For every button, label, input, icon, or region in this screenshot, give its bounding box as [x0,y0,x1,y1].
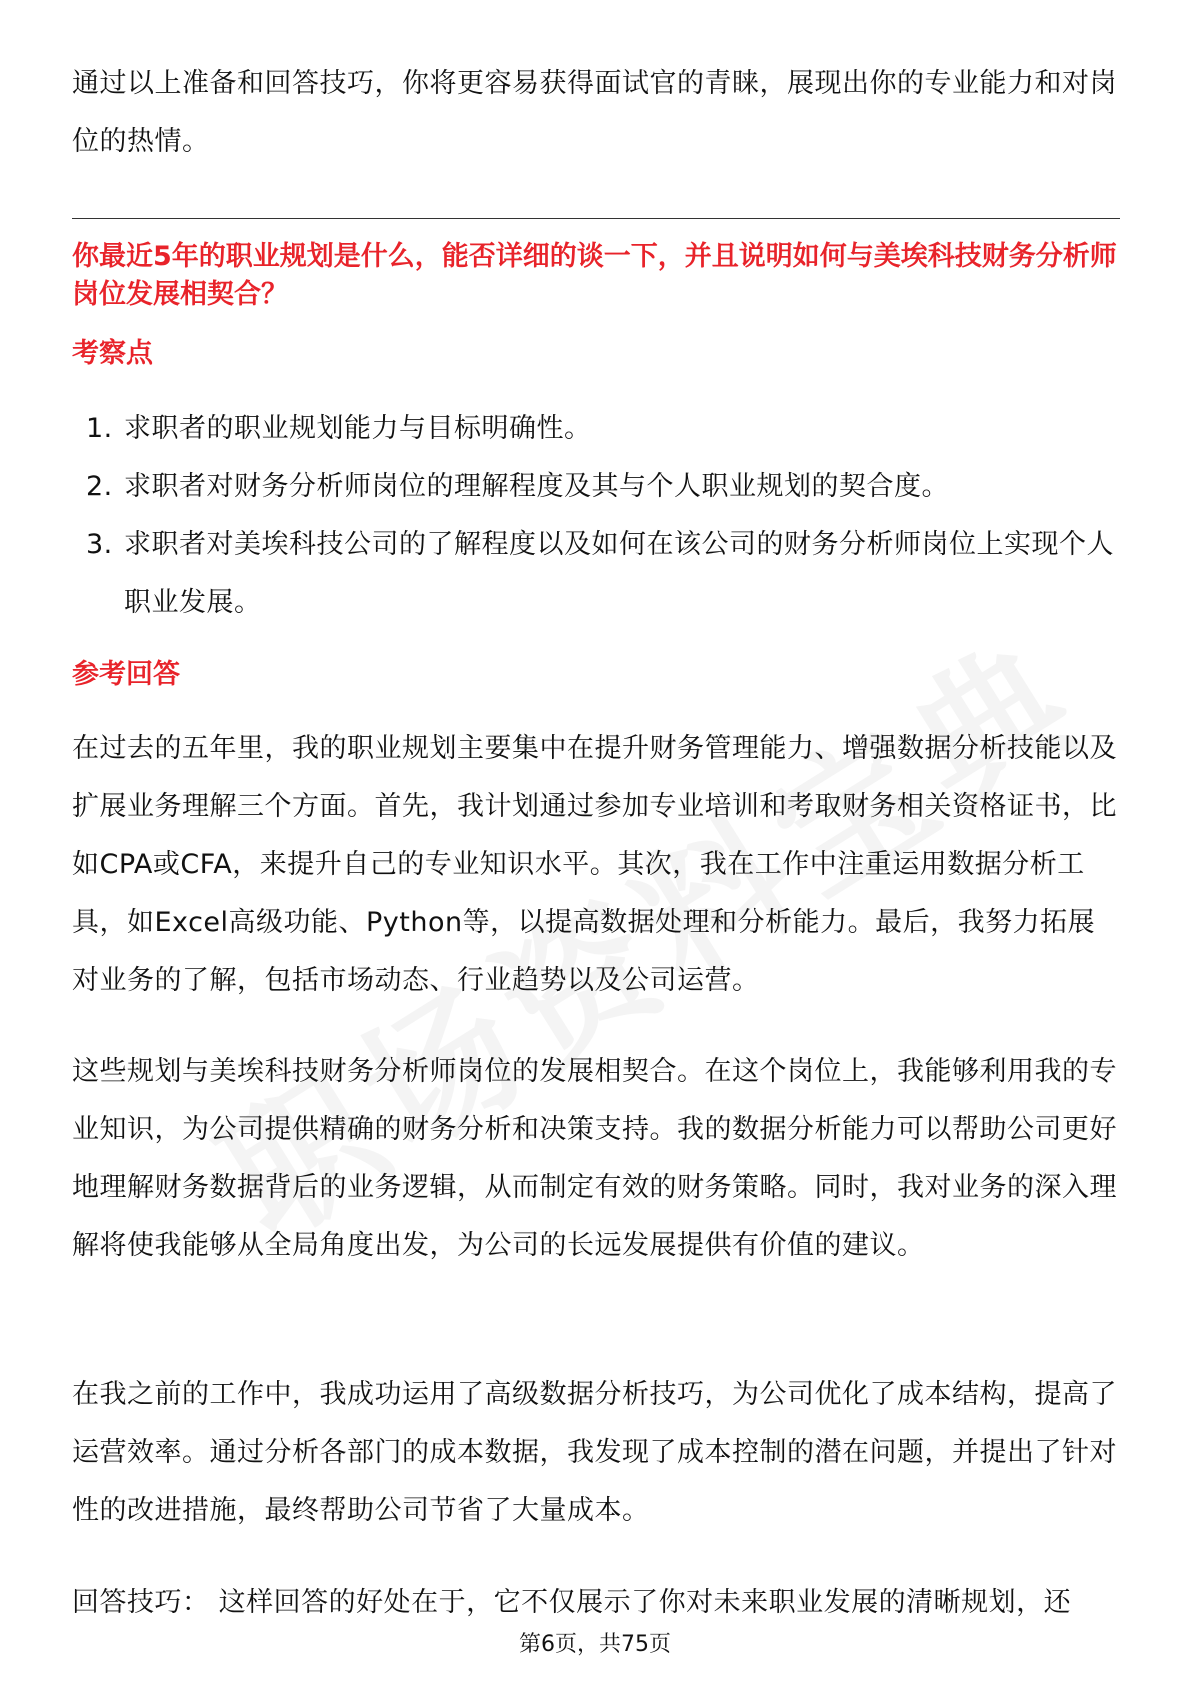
list-item [72,400,1120,458]
list-item-text: 求职者对财务分析师岗位的理解程度及其与个人职业规划的契合度。 [124,471,949,502]
question-heading: 你最近5年的职业规划是什么，能否详细的谈一下，并且说明如何与美埃科技财务分析师岗位发展相契合？ [72,241,1117,310]
page-footer: 第6页，共75页 [519,1632,671,1657]
list-item-number: 1. [86,413,113,444]
answer-paragraph: 这些规划与美埃科技财务分析师岗位的发展相契合。在这个岗位上，我能够利用我的专业知识，为公司提供精确的财务分析和决策支持。我的数据分析能力可以帮助公司更好地理解财务数据背后的业务逻辑，从而制定有效的财务策略。同时，我对业务的深入理解将使我能够从全局角度出发，为公司的长远发展提供有价值的建议。 [72,1056,1117,1261]
list-item-number: 3. [86,529,113,560]
tip-paragraph: 回答技巧： 这样回答的好处在于，它不仅展示了你对未来职业发展的清晰规划，还 [72,1587,1072,1618]
answer-title: 参考回答 [72,659,180,690]
intro-paragraph: 通过以上准备和回答技巧，你将更容易获得面试官的青睐，展现出你的专业能力和对岗位的热情。 [72,68,1117,157]
list-item-text: 求职者对美埃科技公司的了解程度以及如何在该公司的财务分析师岗位上实现个人职业发展。 [124,529,1114,618]
section-divider [72,218,1120,219]
answer-paragraph: 在我之前的工作中，我成功运用了高级数据分析技巧，为公司优化了成本结构，提高了运营效率。通过分析各部门的成本数据，我发现了成本控制的潜在问题，并提出了针对性的改进措施，最终帮助公司节省了大量成本。 [72,1379,1117,1526]
list-item-number: 2. [86,471,113,502]
answer-paragraph: 在过去的五年里，我的职业规划主要集中在提升财务管理能力、增强数据分析技能以及扩展业务理解三个方面。首先，我计划通过参加专业培训和考取财务相关资格证书，比如CPA或CFA，来提升自己的专业知识水平。其次，我在工作中注重运用数据分析工具，如Excel高级功能、Python等，以提高数据处理和分析能力。最后，我努力拓展对业务的了解，包括市场动态、行业趋势以及公司运营。 [72,733,1117,996]
list-item [72,458,1120,516]
list-item [72,516,1120,632]
points-title: 考察点 [72,338,153,369]
list-item-text: 求职者的职业规划能力与目标明确性。 [124,413,592,444]
points-list [72,400,1120,632]
